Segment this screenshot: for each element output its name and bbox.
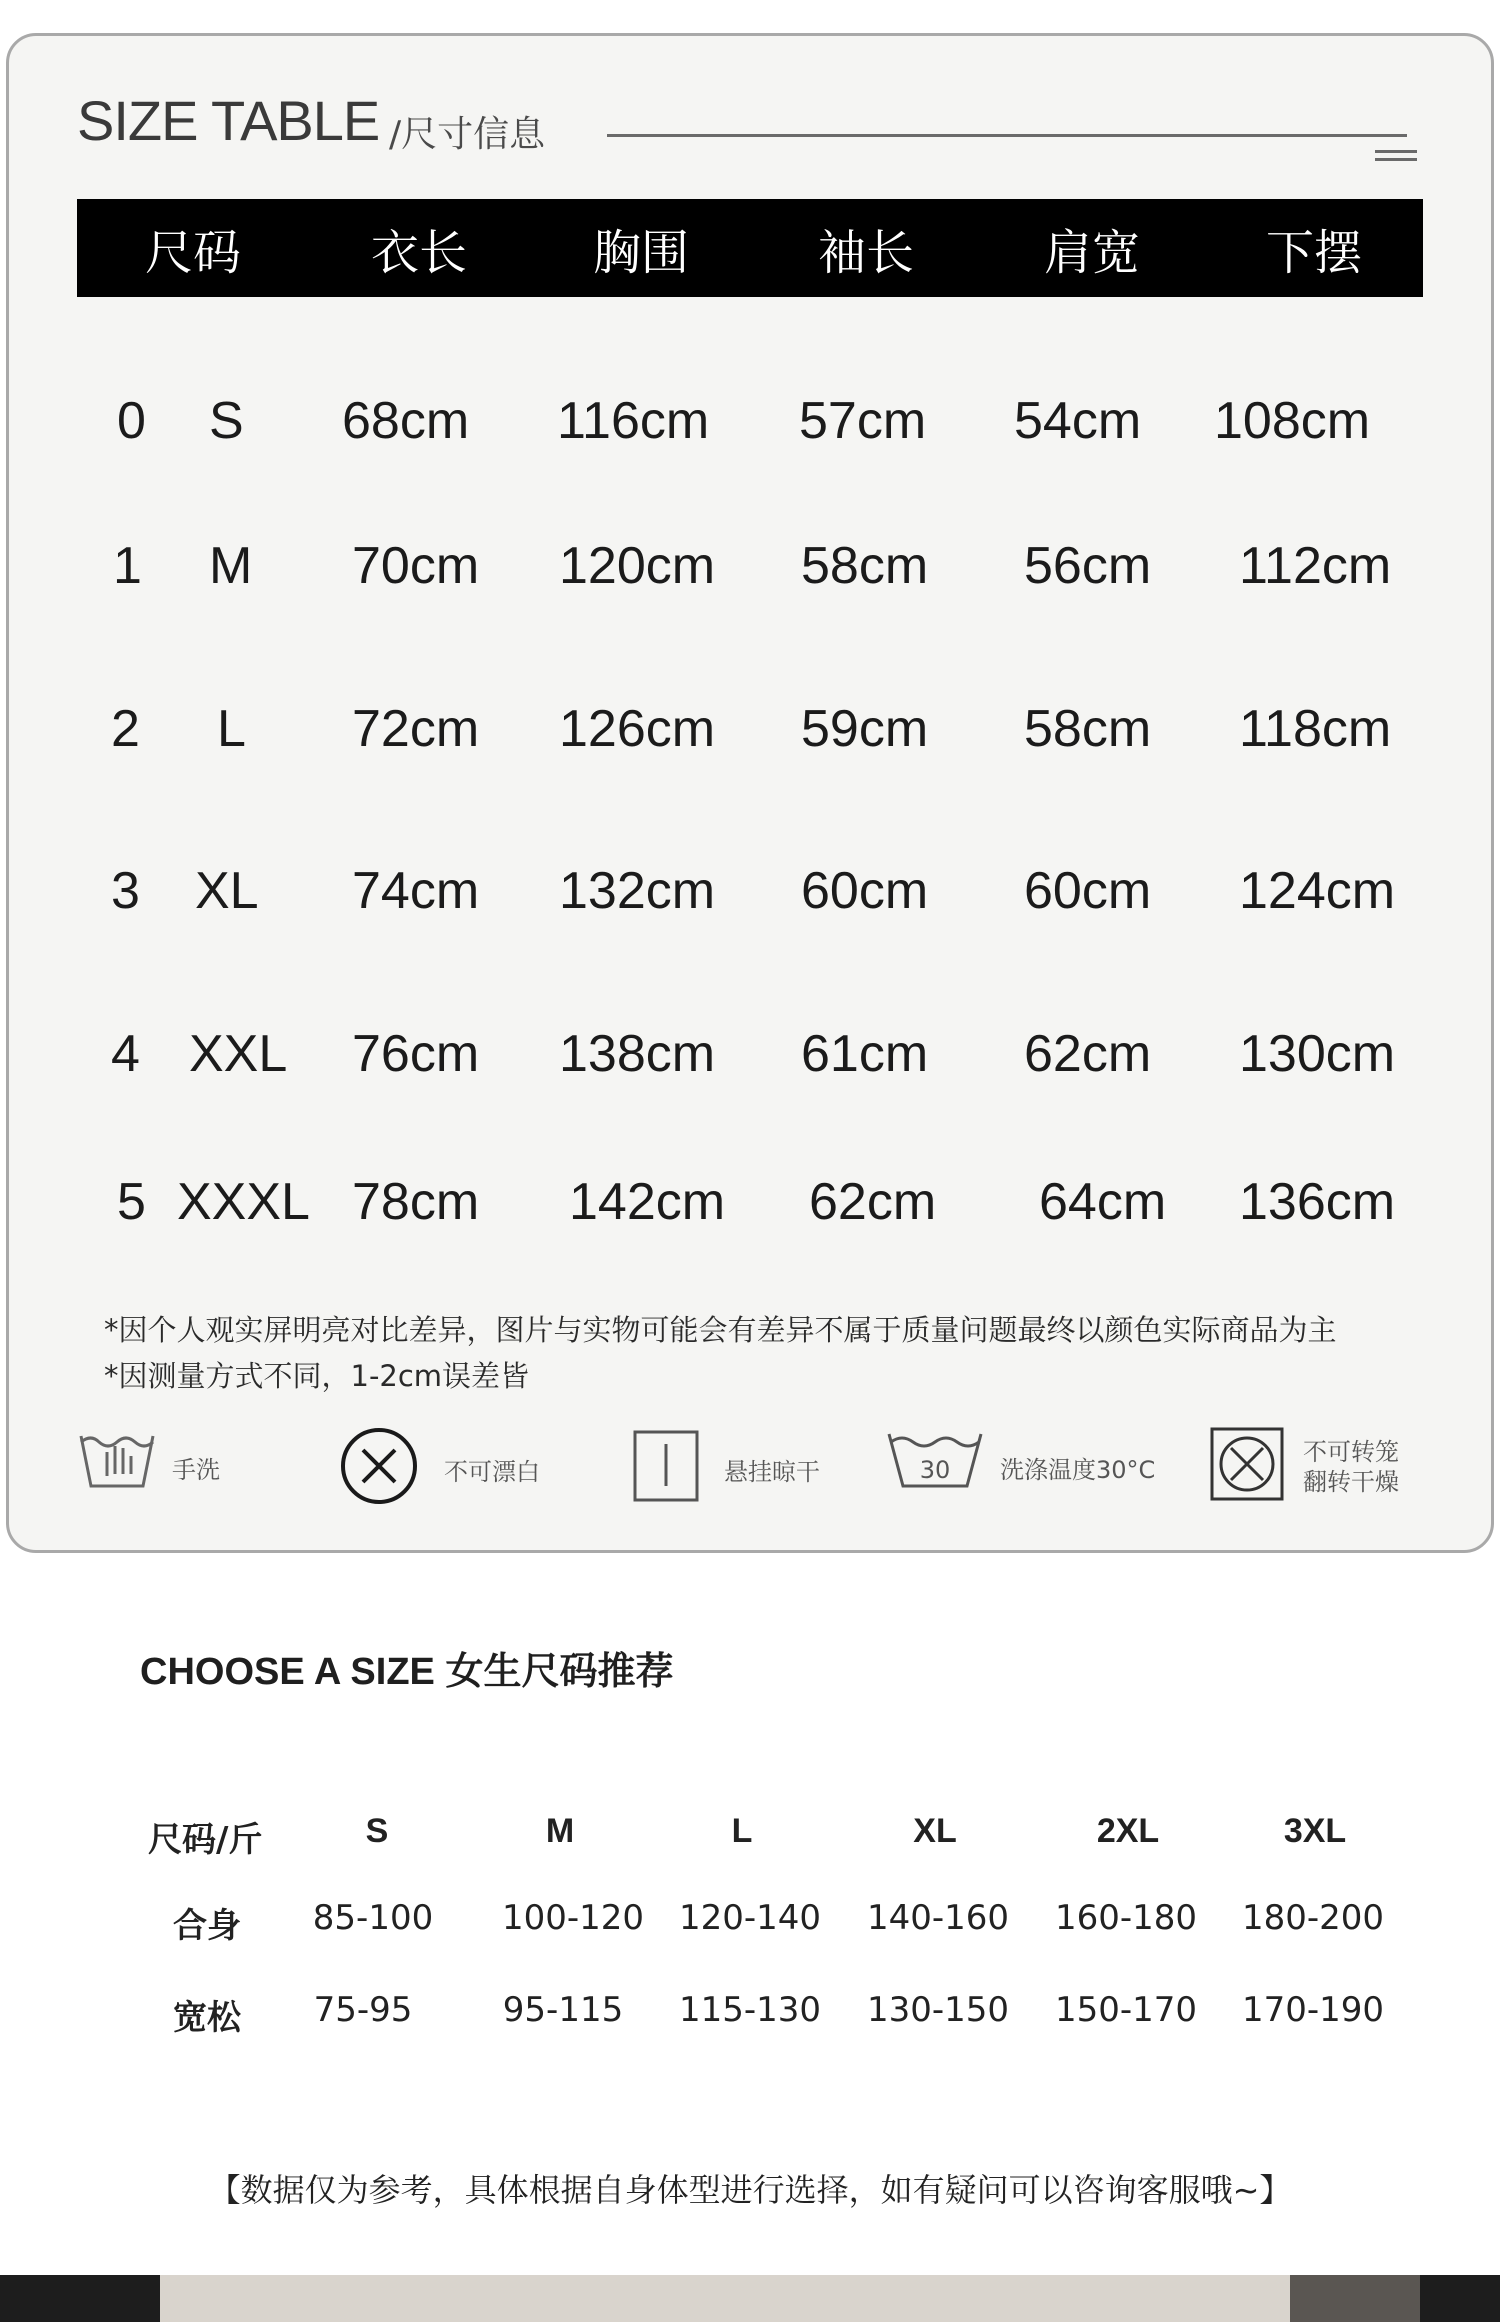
- size-table-title: SIZE TABLE: [77, 89, 380, 152]
- row-length: 78cm: [352, 1173, 480, 1231]
- row-hem: 108cm: [1214, 392, 1371, 450]
- header-length: 衣长: [370, 224, 467, 281]
- row-hem: 124cm: [1239, 862, 1396, 920]
- row-sleeve: 58cm: [801, 537, 929, 595]
- wash-temperature: 30: [919, 1456, 951, 1484]
- header-shoulder: 肩宽: [1043, 224, 1140, 281]
- table-row: [9, 1024, 1491, 1104]
- weight-unit-label: 尺码/斤: [148, 1820, 263, 1860]
- weight-range: 85-100: [312, 1898, 434, 1938]
- row-shoulder: 62cm: [1024, 1025, 1152, 1083]
- row-sleeve: 59cm: [801, 700, 929, 758]
- size-column: 2XL: [1096, 1812, 1160, 1850]
- row-sleeve: 62cm: [809, 1173, 937, 1231]
- row-size: L: [217, 700, 246, 758]
- care-hang-dry: [631, 1426, 871, 1506]
- row-code: 1: [113, 537, 142, 595]
- table-row: [9, 536, 1491, 616]
- row-code: 5: [117, 1173, 146, 1231]
- menu-lines-icon: [1375, 150, 1417, 166]
- weight-range: 140-160: [866, 1898, 1010, 1938]
- row-size: XXL: [189, 1025, 288, 1083]
- row-shoulder: 54cm: [1014, 392, 1142, 450]
- weight-range: 100-120: [501, 1898, 645, 1938]
- row-size: S: [209, 392, 244, 450]
- weight-range: 170-190: [1241, 1990, 1385, 2030]
- row-length: 72cm: [352, 700, 480, 758]
- size-column: S: [365, 1812, 389, 1850]
- recommendation-title: [140, 1640, 673, 1695]
- row-chest: 138cm: [559, 1025, 716, 1083]
- weight-range: 115-130: [678, 1990, 822, 2030]
- product-photo-edge: [0, 2275, 1500, 2322]
- header-sleeve: 袖长: [817, 224, 914, 281]
- tolerance-note: *因测量方式不同，1-2cm误差皆: [104, 1359, 530, 1393]
- row-code: 3: [111, 862, 140, 920]
- size-table-header-bar: [77, 199, 1423, 297]
- care-label: 不可转笼: [1303, 1438, 1399, 1466]
- size-table-subtitle: /尺寸信息: [389, 114, 546, 155]
- recommendation-title-cn: 女生尺码推荐: [445, 1649, 674, 1693]
- weight-range: 130-150: [866, 1990, 1010, 2030]
- care-label: 不可漂白: [444, 1458, 540, 1486]
- size-table-header: [77, 88, 1417, 158]
- row-length: 74cm: [352, 862, 480, 920]
- row-shoulder: 60cm: [1024, 862, 1152, 920]
- weight-range: 160-180: [1054, 1898, 1198, 1938]
- fit-label: 宽松: [173, 1998, 241, 2038]
- row-length: 76cm: [352, 1025, 480, 1083]
- size-column: M: [545, 1812, 575, 1850]
- row-shoulder: 56cm: [1024, 537, 1152, 595]
- header-chest: 胸围: [592, 224, 689, 281]
- care-hand-wash: [77, 1426, 220, 1506]
- weight-range: 180-200: [1241, 1898, 1385, 1938]
- weight-range: 75-95: [313, 1990, 413, 2030]
- weight-range: 120-140: [678, 1898, 822, 1938]
- row-hem: 118cm: [1239, 700, 1392, 758]
- table-row: [9, 391, 1491, 471]
- row-sleeve: 61cm: [801, 1025, 929, 1083]
- table-row: [9, 861, 1491, 941]
- size-column: 3XL: [1283, 1812, 1347, 1850]
- row-code: 0: [117, 392, 146, 450]
- row-chest: 116cm: [557, 392, 710, 450]
- care-label: 洗涤温度30°C: [1000, 1456, 1156, 1484]
- row-shoulder: 64cm: [1039, 1173, 1167, 1231]
- recommendation-footer: 【数据仅为参考，具体根据自身体型进行选择，如有疑问可以咨询客服哦~】: [208, 2171, 1292, 2209]
- care-wash-30: [885, 1426, 1185, 1506]
- recommendation-header-row: [0, 1812, 1500, 1862]
- row-length: 70cm: [352, 537, 480, 595]
- table-row: [9, 699, 1491, 779]
- disclaimer-note: *因个人观实屏明亮对比差异，图片与实物可能会有差异不属于质量问题最终以颜色实际商品为主: [104, 1313, 1337, 1347]
- row-size: XXXL: [177, 1173, 310, 1231]
- row-code: 4: [111, 1025, 140, 1083]
- title-divider: [607, 134, 1407, 137]
- weight-range: 150-170: [1054, 1990, 1198, 2030]
- fit-label: 合身: [173, 1906, 241, 1946]
- size-table-card: [6, 33, 1494, 1553]
- no-tumble-dry-icon: [1209, 1426, 1285, 1502]
- care-no-bleach: [339, 1426, 579, 1506]
- row-chest: 142cm: [569, 1173, 726, 1231]
- header-hem: 下摆: [1265, 224, 1362, 281]
- row-sleeve: 57cm: [799, 392, 927, 450]
- row-shoulder: 58cm: [1024, 700, 1152, 758]
- row-hem: 130cm: [1239, 1025, 1396, 1083]
- recommendation-row: [0, 1898, 1500, 1948]
- row-chest: 126cm: [559, 700, 716, 758]
- row-length: 68cm: [342, 392, 470, 450]
- care-label: 手洗: [172, 1456, 220, 1484]
- row-size: M: [209, 537, 253, 595]
- recommendation-title-en: CHOOSE A SIZE: [140, 1651, 435, 1693]
- row-chest: 132cm: [559, 862, 716, 920]
- hang-dry-icon: [631, 1426, 703, 1504]
- row-hem: 136cm: [1239, 1173, 1396, 1231]
- care-label: 悬挂晾干: [724, 1458, 820, 1486]
- row-sleeve: 60cm: [801, 862, 929, 920]
- care-no-tumble-dry: [1209, 1426, 1429, 1506]
- size-column: L: [731, 1812, 753, 1850]
- no-bleach-icon: [339, 1426, 419, 1506]
- weight-range: 95-115: [502, 1990, 624, 2030]
- row-size: XL: [195, 862, 259, 920]
- recommendation-row: [0, 1990, 1500, 2040]
- row-code: 2: [111, 700, 140, 758]
- care-label: 翻转干燥: [1303, 1468, 1399, 1496]
- row-chest: 120cm: [559, 537, 716, 595]
- wash-30-icon: [885, 1426, 985, 1496]
- table-row: [9, 1172, 1491, 1252]
- hand-wash-icon: [77, 1426, 157, 1496]
- header-size: 尺码: [144, 224, 241, 281]
- size-column: XL: [913, 1812, 957, 1850]
- row-hem: 112cm: [1239, 537, 1392, 595]
